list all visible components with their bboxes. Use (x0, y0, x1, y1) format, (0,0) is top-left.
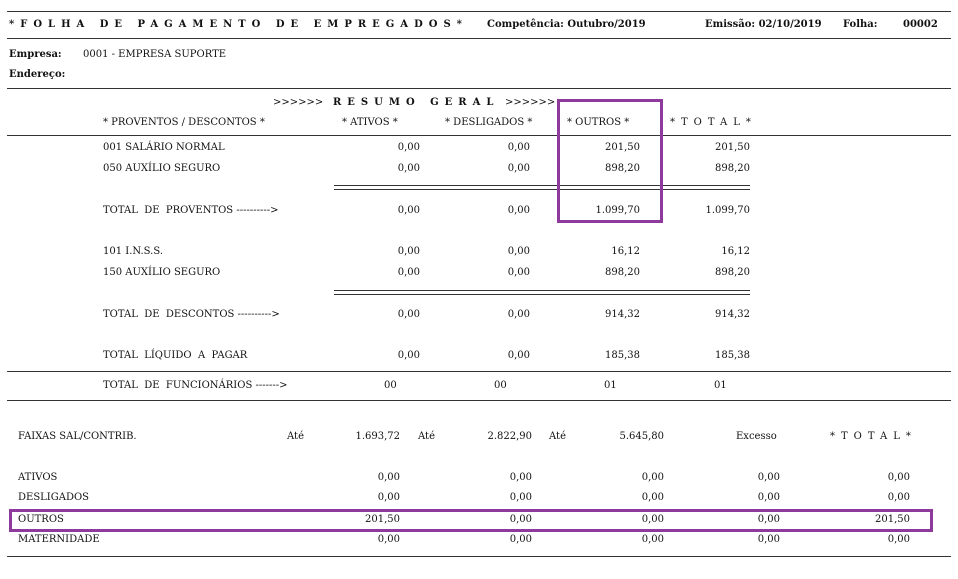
faixa-row-v3: 0,00 (641, 514, 664, 525)
faixa-row-label: MATERNIDADE (18, 534, 100, 545)
empresa-value: 0001 - EMPRESA SUPORTE (83, 49, 227, 60)
total-liquido-desligados: 0,00 (507, 350, 530, 361)
row-desligados: 0,00 (507, 246, 530, 257)
total-funcionarios-desligados: 00 (494, 380, 507, 391)
excesso-label: Excesso (736, 431, 777, 442)
col-header-desligados: * DESLIGADOS * (445, 117, 533, 128)
faixa-row-excesso: 0,00 (757, 514, 780, 525)
divider (7, 11, 951, 12)
outros-row-highlight (9, 509, 933, 532)
row-desligados: 0,00 (507, 267, 530, 278)
faixa-row-v2: 0,00 (509, 472, 532, 483)
empresa-label: Empresa: (9, 49, 62, 60)
divider (7, 135, 951, 136)
total-liquido-total: 185,38 (715, 350, 750, 361)
row-label: 101 I.N.S.S. (103, 246, 164, 257)
faixa-row-label: DESLIGADOS (18, 492, 90, 503)
folha-label: Folha: (843, 19, 878, 30)
row-outros: 201,50 (605, 142, 640, 153)
divider (7, 38, 951, 39)
total-funcionarios-total: 01 (714, 380, 727, 391)
total-proventos-total: 1.099,70 (705, 205, 750, 216)
competencia: Competência: Outubro/2019 (487, 19, 646, 30)
row-total: 898,20 (715, 163, 750, 174)
row-label: 150 AUXÍLIO SEGURO (103, 267, 221, 278)
total-descontos-total: 914,32 (715, 309, 750, 320)
ate-label: Até (549, 431, 566, 442)
ate-value: 5.645,80 (619, 431, 664, 442)
row-outros: 898,20 (605, 267, 640, 278)
faixa-row-v1: 201,50 (365, 514, 400, 525)
row-outros: 16,12 (611, 246, 640, 257)
outros-column-highlight (557, 99, 663, 223)
faixa-row-excesso: 0,00 (757, 534, 780, 545)
folha-value: 00002 (903, 19, 938, 30)
faixa-row-v3: 0,00 (641, 534, 664, 545)
faixa-row-v2: 0,00 (509, 534, 532, 545)
divider (7, 371, 951, 372)
divider (7, 88, 951, 89)
faixa-row-v1: 0,00 (377, 492, 400, 503)
ate-label: Até (418, 431, 435, 442)
total-descontos-label: TOTAL DE DESCONTOS ----------> (103, 309, 280, 320)
faixa-row-v2: 0,00 (509, 514, 532, 525)
faixa-row-v3: 0,00 (641, 492, 664, 503)
row-ativos: 0,00 (397, 142, 420, 153)
report-title: *FOLHA DE PAGAMENTO DE EMPREGADOS* (9, 19, 468, 30)
row-total: 16,12 (721, 246, 750, 257)
total-descontos-desligados: 0,00 (507, 309, 530, 320)
faixa-row-total: 0,00 (887, 534, 910, 545)
faixa-row-total: 201,50 (875, 514, 910, 525)
faixa-row-total: 0,00 (887, 472, 910, 483)
endereco-label: Endereço: (9, 69, 66, 80)
double-rule (334, 290, 750, 295)
total-funcionarios-ativos: 00 (384, 380, 397, 391)
total-proventos-desligados: 0,00 (507, 205, 530, 216)
emissao: Emissão: 02/10/2019 (705, 19, 822, 30)
arrows-left: >>>>>> (273, 97, 324, 108)
faixa-row-label: ATIVOS (18, 472, 58, 483)
total-funcionarios-outros: 01 (604, 380, 617, 391)
faixa-row-v1: 0,00 (377, 534, 400, 545)
ate-value: 2.822,90 (487, 431, 532, 442)
row-desligados: 0,00 (507, 163, 530, 174)
ate-value: 1.693,72 (355, 431, 400, 442)
total-proventos-label: TOTAL DE PROVENTOS ----------> (103, 205, 279, 216)
faixa-row-excesso: 0,00 (757, 472, 780, 483)
total-liquido-outros: 185,38 (605, 350, 640, 361)
divider (7, 556, 951, 557)
col-header-proventos: * PROVENTOS / DESCONTOS * (103, 117, 265, 128)
row-total: 201,50 (715, 142, 750, 153)
total-descontos-ativos: 0,00 (397, 309, 420, 320)
row-total: 898,20 (715, 267, 750, 278)
total-descontos-outros: 914,32 (605, 309, 640, 320)
faixas-label: FAIXAS SAL/CONTRIB. (18, 431, 137, 442)
total-liquido-ativos: 0,00 (397, 350, 420, 361)
faixa-row-excesso: 0,00 (757, 492, 780, 503)
row-label: 050 AUXÍLIO SEGURO (103, 163, 221, 174)
resumo-title: RESUMO GERAL (333, 97, 500, 108)
row-desligados: 0,00 (507, 142, 530, 153)
faixa-row-v3: 0,00 (641, 472, 664, 483)
faixa-row-total: 0,00 (887, 492, 910, 503)
faixa-row-v1: 0,00 (377, 472, 400, 483)
row-ativos: 0,00 (397, 267, 420, 278)
total-funcionarios-label: TOTAL DE FUNCIONÁRIOS -------> (103, 380, 288, 391)
double-rule (334, 185, 750, 190)
faixa-row-label: OUTROS (18, 514, 64, 525)
total-liquido-label: TOTAL LÍQUIDO A PAGAR (103, 350, 248, 361)
ate-label: Até (287, 431, 304, 442)
col-header-total: *TOTAL* (670, 117, 757, 128)
row-label: 001 SALÁRIO NORMAL (103, 142, 225, 153)
row-outros: 898,20 (605, 163, 640, 174)
faixas-total-label: *TOTAL* (830, 431, 917, 442)
col-header-ativos: * ATIVOS * (342, 117, 398, 128)
row-ativos: 0,00 (397, 246, 420, 257)
col-header-outros: * OUTROS * (567, 117, 630, 128)
total-proventos-ativos: 0,00 (397, 205, 420, 216)
arrows-right: >>>>>> (505, 97, 556, 108)
total-proventos-outros: 1.099,70 (595, 205, 640, 216)
faixa-row-v2: 0,00 (509, 492, 532, 503)
divider (7, 400, 951, 401)
row-ativos: 0,00 (397, 163, 420, 174)
